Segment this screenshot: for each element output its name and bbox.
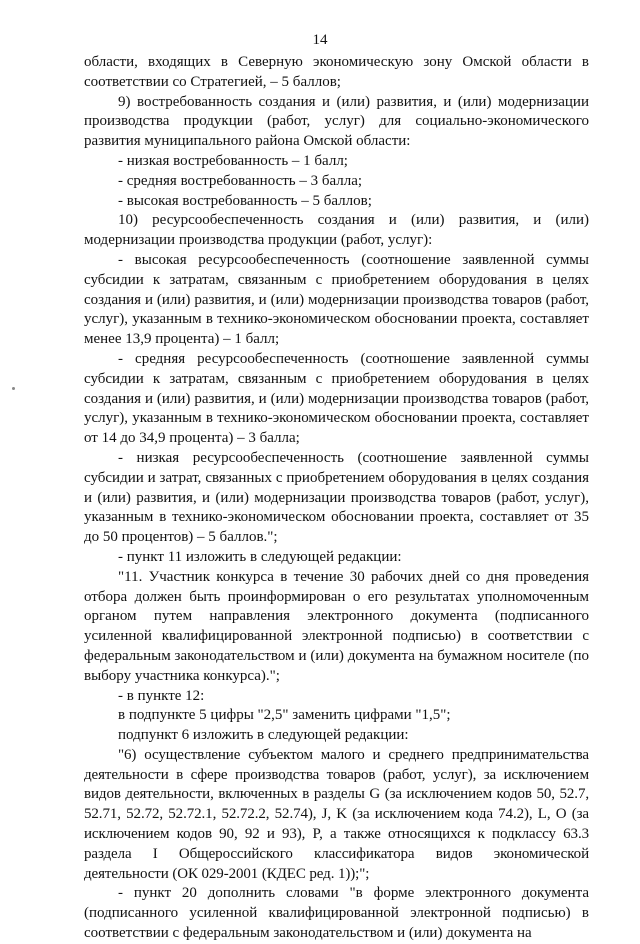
paragraph: 9) востребованность создания и (или) развития, и (или) модернизации производства продукции (работ, услуг) для социально-экономического развития муниципального района Омской области: — [84, 93, 589, 150]
paragraph: 10) ресурсообеспеченность создания и (или) развития, и (или) модернизации производства продукции (работ, услуг): — [84, 212, 589, 249]
list-item: - средняя востребованность – 3 балла; — [118, 172, 363, 189]
document-body — [84, 53, 589, 944]
list-item: - средняя ресурсообеспеченность (соотношение заявленной суммы субсидии к затратам, связанным с приобретением оборудования в целях создания и (или) развития, и (или) модернизации производства товаров (работ, услуг), указанным в технико-экономическом обосновании проекта, составляет от 14 до 34,9 процента) – 3 балла; — [84, 350, 589, 447]
list-item: - пункт 11 изложить в следующей редакции: — [118, 548, 402, 565]
list-item: - низкая востребованность – 1 балл; — [118, 152, 348, 169]
paragraph: области, входящих в Северную экономическую зону Омской области в соответствии со Стратегией, – 5 баллов; — [84, 54, 589, 90]
list-item: - высокая ресурсообеспеченность (соотношение заявленной суммы субсидии к затратам, связанным с приобретением оборудования в целях создания и (или) развития, и (или) модернизации производства товаров (работ, услуг), указанным в технико-экономическом обосновании проекта, составляет менее 13,9 процента) – 1 балл; — [84, 251, 589, 348]
list-item: - низкая ресурсообеспеченность (соотношение заявленной суммы субсидии и затрат, связанных с приобретением оборудования в целях создания и (или) развития, и (или) модернизации производства товаров (работ, услуг), указанным в технико-экономическом обосновании проекта, составляет от 35 до 50 процентов) – 5 баллов."; — [84, 449, 589, 546]
list-item: - высокая востребованность – 5 баллов; — [118, 192, 372, 209]
paragraph: в подпункте 5 цифры "2,5" заменить цифрами "1,5"; — [118, 707, 451, 724]
scan-dot — [12, 387, 15, 390]
paragraph: "11. Участник конкурса в течение 30 рабочих дней со дня проведения отбора должен быть проинформирован о его результатах уполномоченным органом путем направления электронного документа (подписанного усиленной квалифицированной электронной подписью) в соответствии с федеральным законодательством и (или) документа на бумажном носителе (по выбору участника конкурса)."; — [84, 568, 589, 684]
list-item: - в пункте 12: — [118, 687, 205, 704]
paragraph: "6) осуществление субъектом малого и среднего предпринимательства деятельности в сфере производства товаров (работ, услуг), за исключением видов деятельности, включенных в разделы G (за исключением кодов 50, 52.7, 52.71, 52.72, 52.72.1, 52.72.2, 52.74), J, K (за исключением кода 74.2), L, O (за исключением кодов 90, 92 и 93), P, а также относящихся к подклассу 63.3 раздела I Общероссийского классификатора видов экономической деятельности (ОК 029-2001 (КДЕС ред. 1));"; — [84, 746, 589, 882]
paragraph: подпункт 6 изложить в следующей редакции: — [118, 727, 409, 744]
list-item: - пункт 20 дополнить словами "в форме электронного документа (подписанного усиленной квалифицированной электронной подписью) в соответствии с федеральным законодательством и (или) документа на — [84, 885, 589, 942]
page-number: 14 — [312, 32, 328, 48]
